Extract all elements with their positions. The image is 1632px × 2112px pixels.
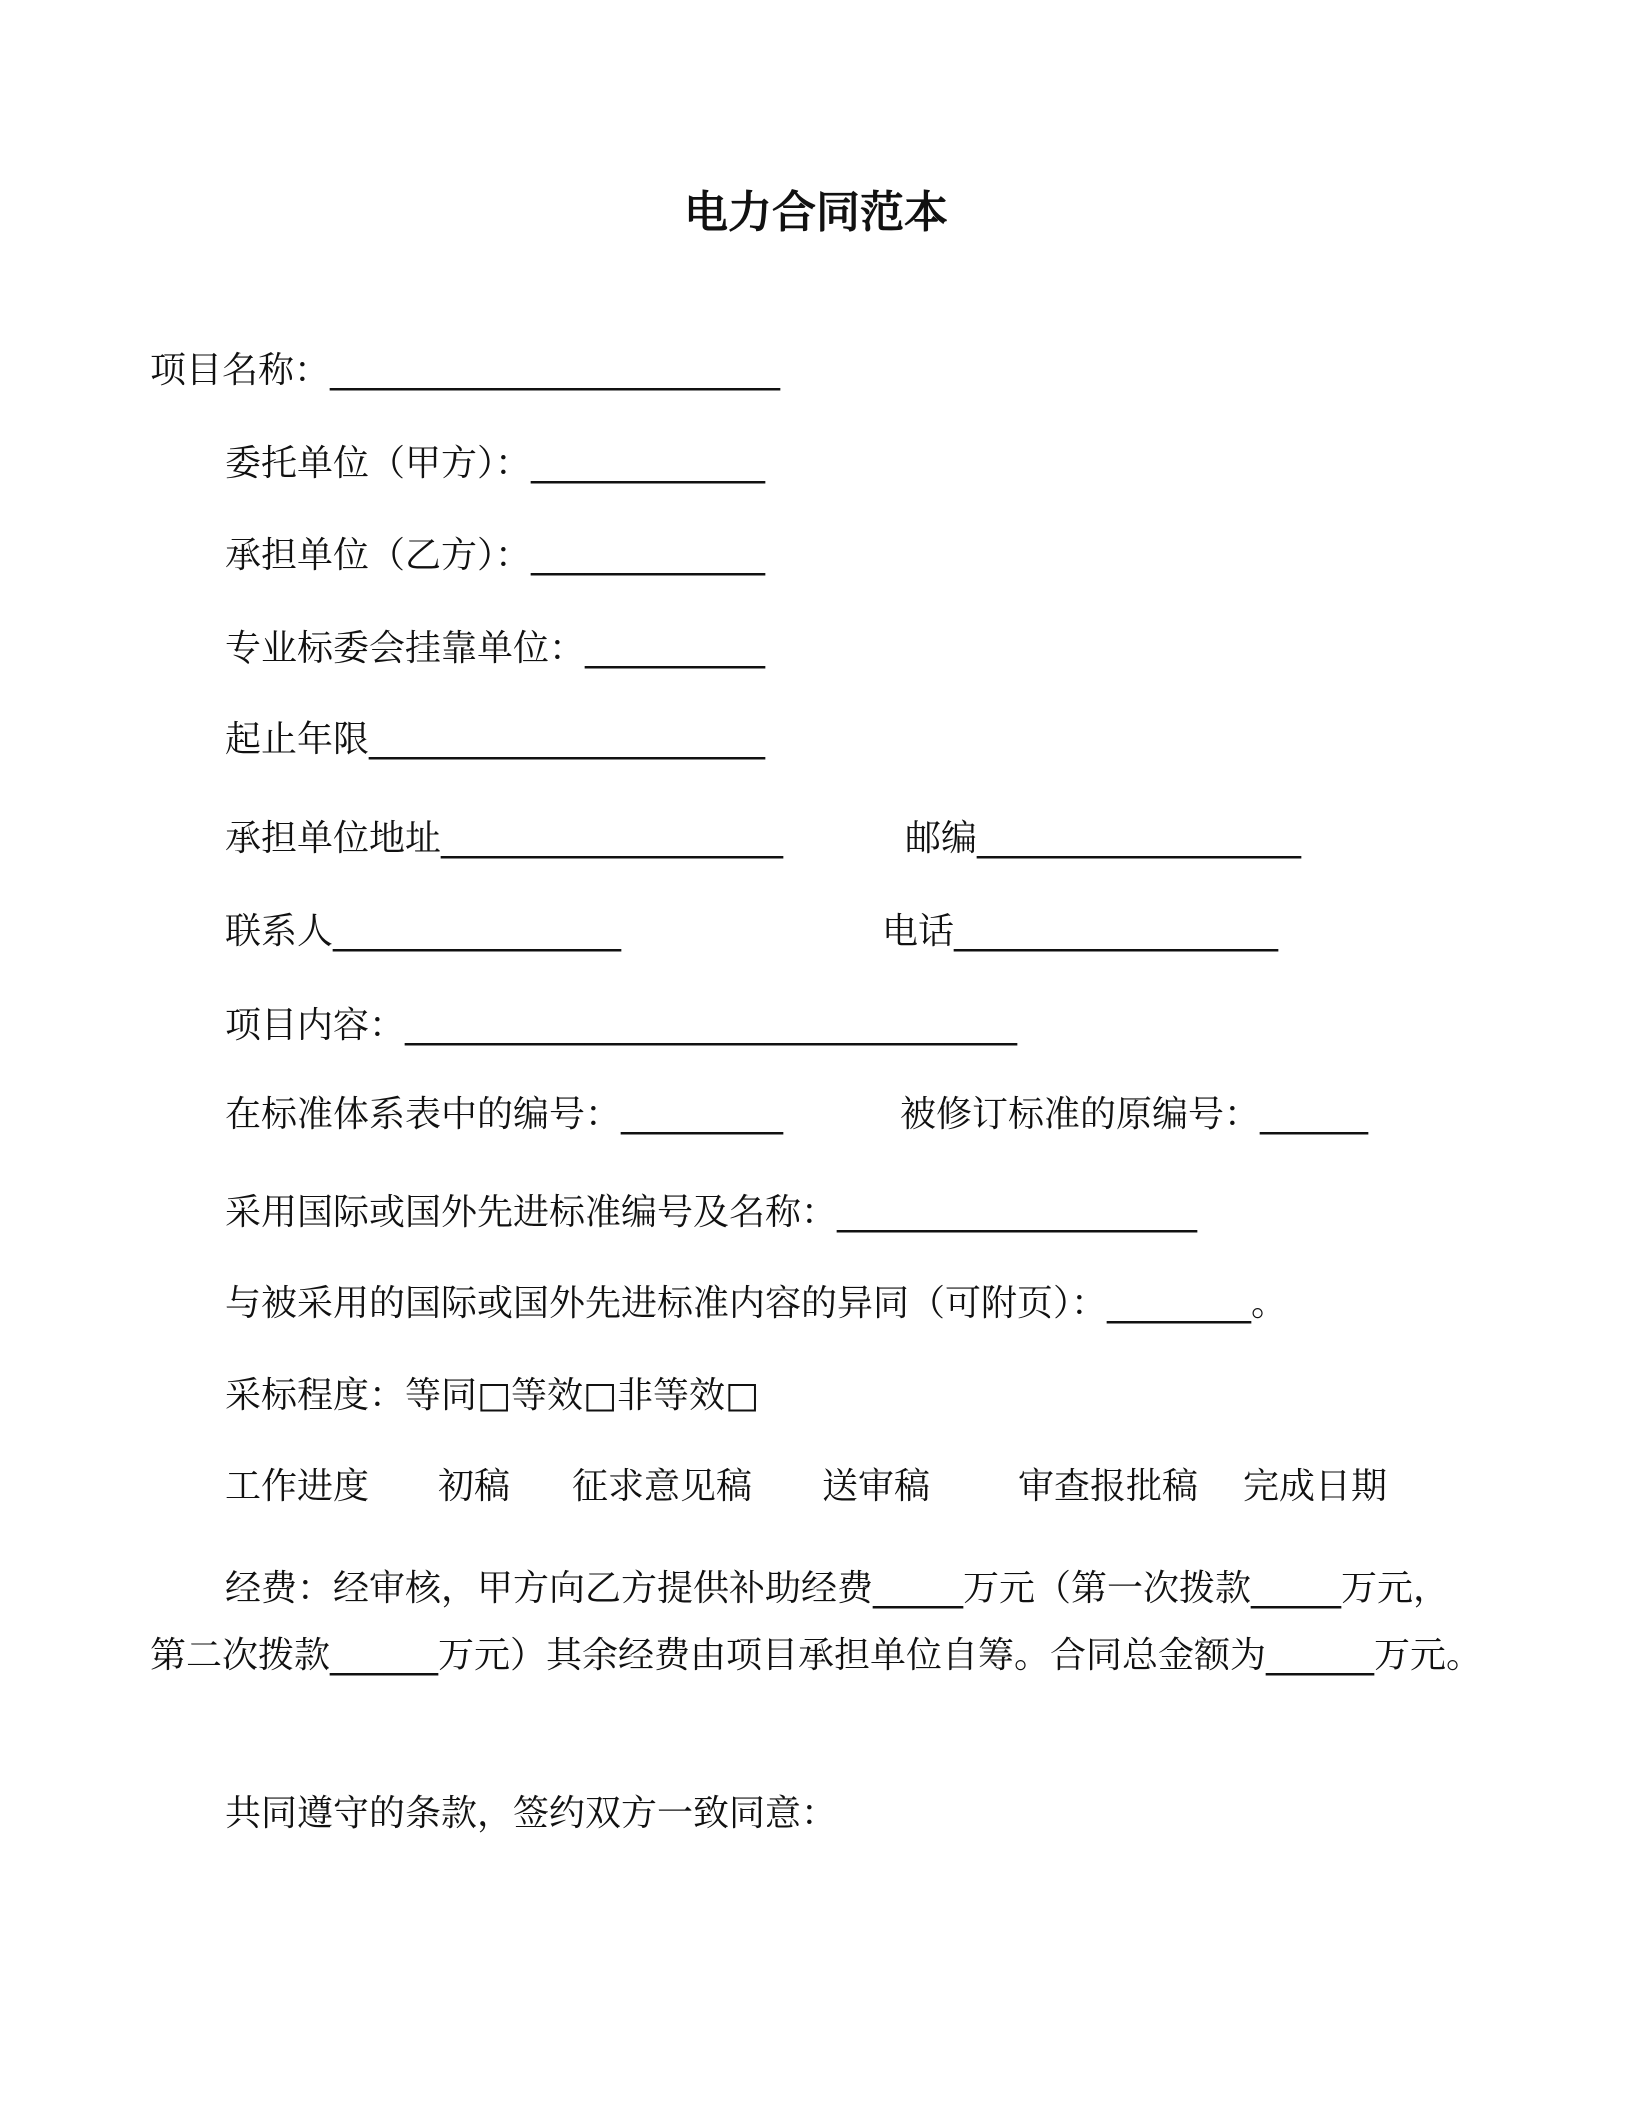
project-content-field: 项目内容：__________________________________ <box>225 1005 1018 1046</box>
contractor-unit-field: 承担单位（乙方）：_____________ <box>225 535 766 576</box>
committee-unit-field: 专业标委会挂靠单位：__________ <box>225 628 766 669</box>
document-title: 电力合同范本 <box>684 187 948 238</box>
common-terms-text: 共同遵守的条款，签约双方一致同意： <box>225 1793 838 1834</box>
review-draft-label: 送审稿 <box>822 1466 931 1507</box>
client-unit-field: 委托单位（甲方）：_____________ <box>225 443 766 484</box>
standard-number-field: 在标准体系表中的编号：_________ <box>225 1094 784 1135</box>
funding-paragraph: 经费：经审核，甲方向乙方提供补助经费_____万元（第一次拨款_____万元，第二次拨款______万元）其余经费由项目承担单位自筹。合同总金额为______万元。 <box>150 1568 1483 1676</box>
difference-field: 与被采用的国际或国外先进标准内容的异同（可附页）：________。 <box>225 1283 1288 1324</box>
adopted-standard-field: 采用国际或国外先进标准编号及名称：____________________ <box>225 1192 1198 1233</box>
revised-original-number-field: 被修订标准的原编号：______ <box>900 1094 1369 1135</box>
contractor-address-field: 承担单位地址___________________ <box>225 818 784 859</box>
approval-draft-label: 审查报批稿 <box>1018 1466 1199 1507</box>
first-draft-label: 初稿 <box>438 1466 511 1507</box>
adoption-degree-field: 采标程度：等同□等效□非等效□ <box>225 1375 760 1416</box>
contact-person-field: 联系人________________ <box>225 911 622 952</box>
work-progress-label: 工作进度 <box>225 1466 370 1507</box>
consultation-draft-label: 征求意见稿 <box>572 1466 753 1507</box>
period-field: 起止年限______________________ <box>225 719 766 760</box>
project-name-field: 项目名称：_________________________ <box>150 350 781 391</box>
postcode-field: 邮编__________________ <box>905 818 1302 859</box>
completion-date-label: 完成日期 <box>1243 1466 1388 1507</box>
phone-field: 电话__________________ <box>882 911 1279 952</box>
